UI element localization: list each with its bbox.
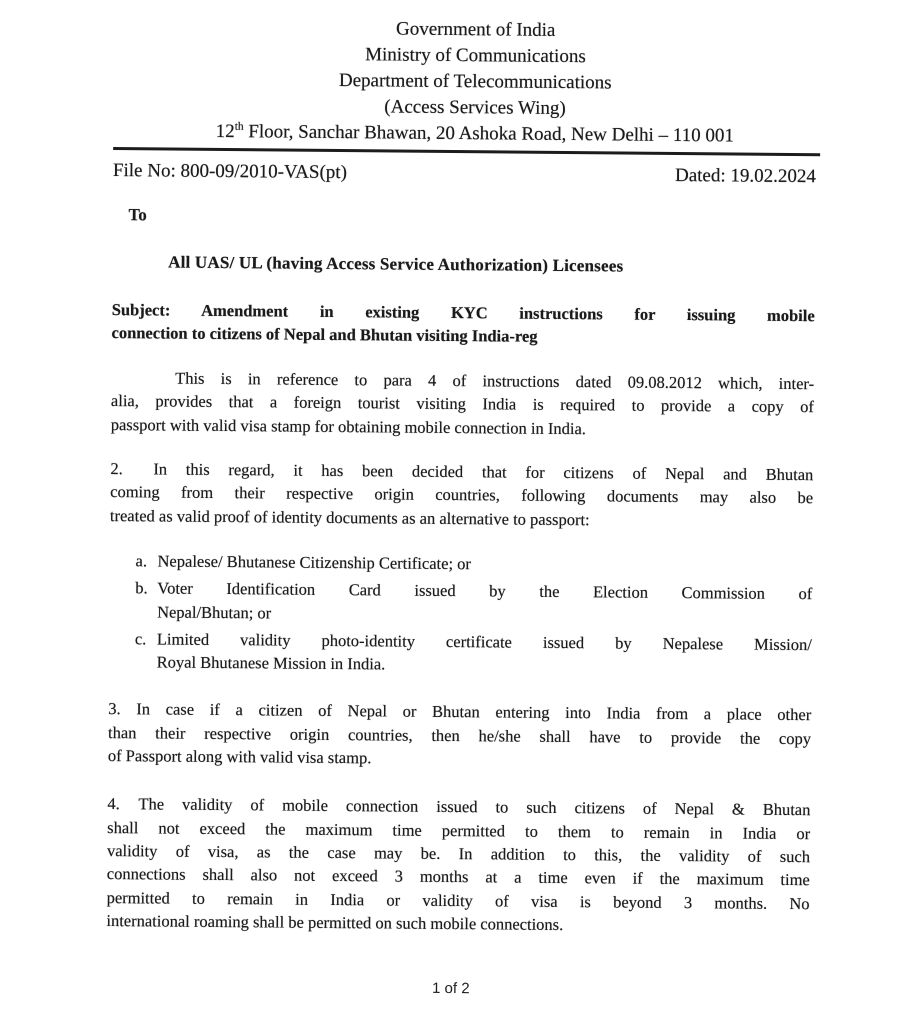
paragraph-line: This is in reference to para 4 of instructions dated 09.08.2012 which, inter- bbox=[175, 368, 815, 394]
paragraph-line: permitted to remain in India or validity of visa is beyond 3 months. No bbox=[106, 887, 810, 913]
paragraph-number: 3. bbox=[108, 699, 121, 719]
list-item-a bbox=[135, 549, 812, 578]
letterhead-wing: (Access Services Wing) bbox=[384, 96, 566, 119]
list-item-text: Voter Identification Card issued by the Election Commission of bbox=[157, 578, 813, 604]
page-number-footer: 1 of 2 bbox=[432, 979, 470, 998]
salutation: To bbox=[128, 205, 147, 225]
list-item-text: Nepalese/ Bhutanese Citizenship Certificate; or bbox=[157, 551, 472, 574]
paragraph-4 bbox=[106, 792, 810, 938]
letterhead bbox=[123, 14, 827, 150]
intro-paragraph bbox=[111, 366, 815, 442]
subject-line: Subject: Amendment in existing KYC instructions for issuing mobile bbox=[111, 299, 815, 325]
paragraph-number: 2. bbox=[110, 459, 123, 479]
subject-block bbox=[111, 298, 814, 351]
list-item-b bbox=[135, 577, 812, 629]
list-line: Royal Bhutanese Mission in India. bbox=[156, 652, 386, 674]
list-item-text: Limited validity photo-identity certificate issued by Nepalese Mission/ bbox=[156, 629, 812, 655]
subject-line: connection to citizens of Nepal and Bhutan visiting India-reg bbox=[111, 322, 538, 346]
letterhead-org: Government of India bbox=[395, 18, 556, 41]
paragraph-line: than their respective origin countries, then he/she shall have to provide the copy bbox=[107, 722, 812, 748]
list-line bbox=[135, 549, 812, 578]
paragraph-line: shall not exceed the maximum time permitted to them to remain in India or bbox=[107, 817, 811, 843]
paragraph-line: passport with valid visa stamp for obtaining mobile connection in India. bbox=[110, 414, 587, 438]
letterhead-address bbox=[123, 118, 826, 150]
paragraph-line: treated as valid proof of identity documents as an alternative to passport: bbox=[109, 505, 590, 529]
paragraph-3 bbox=[108, 697, 812, 773]
paragraph-line: coming from their respective origin countries, following documents may also be bbox=[110, 482, 814, 508]
paragraph-line-text: In this regard, it has been decided that for citizens of Nepal and Bhutan bbox=[153, 459, 814, 485]
address-floor-number: 12 bbox=[215, 120, 235, 143]
letterhead-department: Department of Telecommunications bbox=[338, 70, 612, 94]
addressee: All UAS/ UL (having Access Service Authorization) Licensees bbox=[168, 252, 624, 276]
paragraph-2 bbox=[110, 457, 814, 533]
paragraph-line-text: In case if a citizen of Nepal or Bhutan entering into India from a place other bbox=[136, 699, 812, 725]
letter-date: Dated: 19.02.2024 bbox=[674, 164, 817, 188]
paragraph-line: validity of visa, as the case may be. In addition to this, the validity of such bbox=[106, 840, 811, 867]
letterhead-ministry: Ministry of Communications bbox=[365, 44, 586, 68]
list-marker: b. bbox=[135, 578, 148, 598]
identity-documents-list bbox=[135, 549, 813, 679]
paragraph-line-text: The validity of mobile connection issued to such citizens of Nepal & Bhutan bbox=[138, 794, 811, 820]
paragraph-line: alia, provides that a foreign tourist visiting India is required to provide a copy of bbox=[110, 391, 815, 417]
paragraph-line: international roaming shall be permitted on such mobile connections. bbox=[106, 910, 564, 934]
address-rest: Floor, Sanchar Bhawan, 20 Ashoka Road, New Delhi – 110 001 bbox=[243, 121, 734, 147]
paragraph-number: 4. bbox=[107, 794, 120, 814]
list-marker: c. bbox=[134, 629, 147, 649]
file-number: File No: 800-09/2010-VAS(pt) bbox=[112, 160, 348, 184]
list-marker: a. bbox=[135, 551, 148, 571]
letter-body bbox=[106, 250, 815, 938]
paragraph-line: connections shall also not exceed 3 months at a time even if the maximum time bbox=[106, 864, 810, 890]
address-ordinal: th bbox=[234, 120, 244, 133]
list-line: Nepal/Bhutan; or bbox=[157, 602, 272, 623]
paragraph-line: of Passport along with valid visa stamp. bbox=[107, 746, 372, 768]
meta-row bbox=[113, 159, 816, 189]
list-item-c bbox=[135, 627, 812, 679]
